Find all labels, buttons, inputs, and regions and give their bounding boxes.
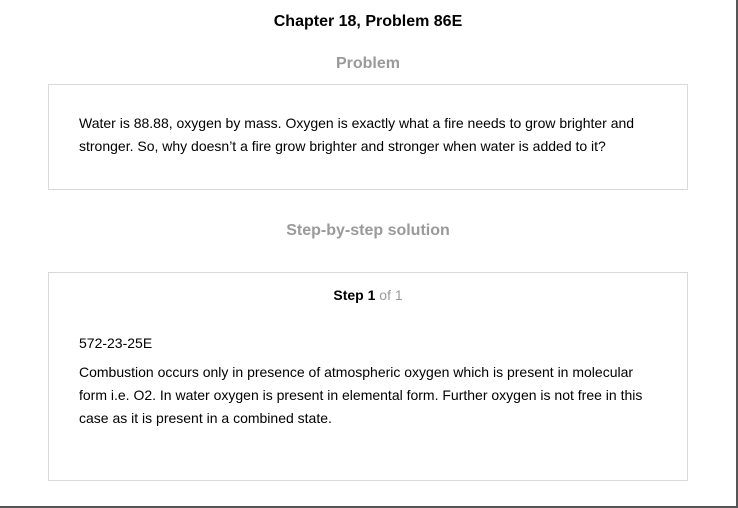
solution-heading: Step-by-step solution <box>286 222 450 239</box>
solution-card <box>48 272 688 481</box>
chapter-title: Chapter 18, Problem 86E <box>273 13 463 30</box>
problem-text: Water is 88.88, oxygen by mass. Oxygen is exactly what a fire needs to grow brighter and stronger. So, why doesn’t a fire grow brighter and stronger when water is added to it? <box>79 115 635 154</box>
solution-code: 572-23-25E <box>79 335 153 351</box>
step-number: 1 <box>367 287 376 303</box>
step-word: Step <box>333 287 364 303</box>
step-total: of 1 <box>379 287 403 303</box>
problem-heading: Problem <box>335 55 400 72</box>
step-indicator <box>49 286 687 304</box>
solution-text: Combustion occurs only in presence of atmospheric oxygen which is present in molecular form i.e. O2. In water oxygen is present in elemental form. Further oxygen is not free in this case as it is present in a combined state. <box>79 364 643 426</box>
problem-card <box>48 84 688 190</box>
